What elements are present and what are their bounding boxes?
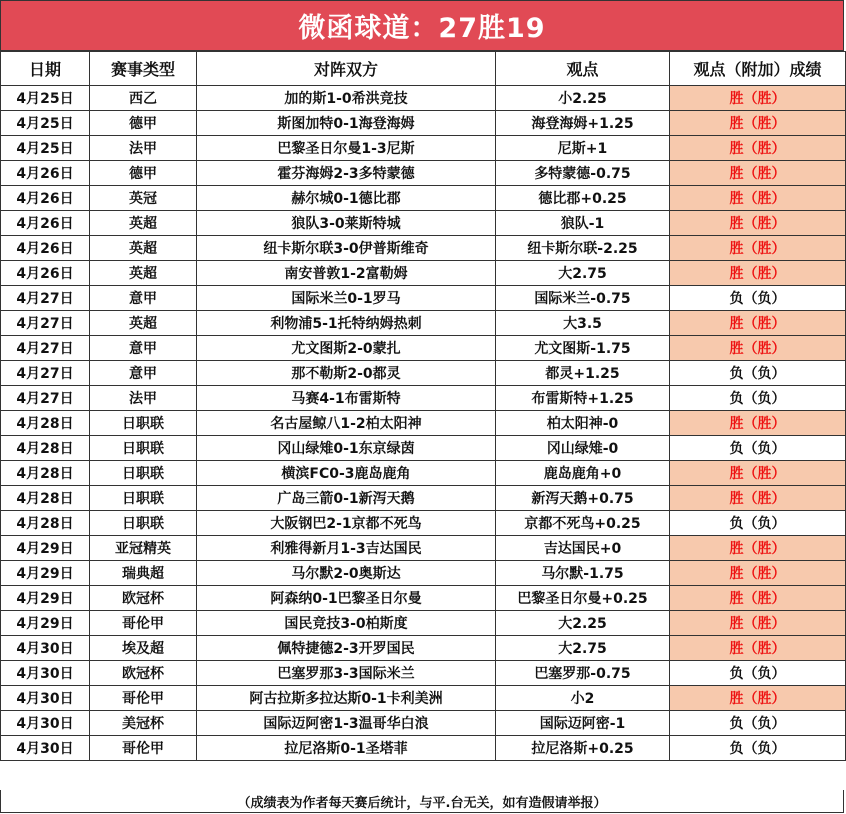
cell-result: 胜（胜）	[670, 261, 846, 286]
cell-league: 日职联	[90, 461, 197, 486]
cell-league: 日职联	[90, 436, 197, 461]
header-pick: 观点	[496, 52, 670, 86]
table-row	[1, 486, 846, 511]
cell-match: 国民竞技3-0柏斯度	[197, 611, 496, 636]
cell-league: 意甲	[90, 361, 197, 386]
cell-date: 4月28日	[1, 511, 90, 536]
cell-pick: 大3.5	[496, 311, 670, 336]
cell-result: 胜（胜）	[670, 636, 846, 661]
cell-result: 胜（胜）	[670, 111, 846, 136]
cell-match: 佩特捷德2-3开罗国民	[197, 636, 496, 661]
cell-match: 巴塞罗那3-3国际米兰	[197, 661, 496, 686]
cell-result: 胜（胜）	[670, 586, 846, 611]
cell-date: 4月27日	[1, 361, 90, 386]
table-row	[1, 586, 846, 611]
cell-result: 胜（胜）	[670, 486, 846, 511]
cell-match: 名古屋鲸八1-2柏太阳神	[197, 411, 496, 436]
header-result: 观点（附加）成绩	[670, 52, 846, 86]
footer-note: （成绩表为作者每天赛后统计，与平.台无关，如有造假请举报）	[0, 790, 844, 813]
cell-pick: 京都不死鸟+0.25	[496, 511, 670, 536]
cell-match: 马赛4-1布雷斯特	[197, 386, 496, 411]
cell-date: 4月29日	[1, 536, 90, 561]
cell-pick: 小2.25	[496, 86, 670, 111]
cell-pick: 拉尼洛斯+0.25	[496, 736, 670, 761]
cell-match: 巴黎圣日尔曼1-3尼斯	[197, 136, 496, 161]
header-match: 对阵双方	[197, 52, 496, 86]
cell-result: 胜（胜）	[670, 686, 846, 711]
cell-match: 拉尼洛斯0-1圣塔菲	[197, 736, 496, 761]
cell-result: 胜（胜）	[670, 336, 846, 361]
cell-result: 胜（胜）	[670, 561, 846, 586]
cell-date: 4月30日	[1, 711, 90, 736]
cell-pick: 马尔默-1.75	[496, 561, 670, 586]
cell-league: 英超	[90, 261, 197, 286]
cell-league: 英冠	[90, 186, 197, 211]
cell-date: 4月26日	[1, 186, 90, 211]
header-row	[1, 52, 846, 86]
cell-pick: 国际米兰-0.75	[496, 286, 670, 311]
table-row	[1, 461, 846, 486]
cell-pick: 大2.75	[496, 261, 670, 286]
cell-match: 那不勒斯2-0都灵	[197, 361, 496, 386]
cell-league: 法甲	[90, 386, 197, 411]
cell-league: 法甲	[90, 136, 197, 161]
table-row	[1, 536, 846, 561]
cell-pick: 布雷斯特+1.25	[496, 386, 670, 411]
cell-pick: 柏太阳神-0	[496, 411, 670, 436]
cell-league: 意甲	[90, 336, 197, 361]
table-row	[1, 286, 846, 311]
table-row	[1, 336, 846, 361]
table-row	[1, 636, 846, 661]
table-row	[1, 411, 846, 436]
cell-match: 阿森纳0-1巴黎圣日尔曼	[197, 586, 496, 611]
table-row	[1, 561, 846, 586]
cell-league: 美冠杯	[90, 711, 197, 736]
cell-pick: 新泻天鹅+0.75	[496, 486, 670, 511]
cell-match: 广岛三箭0-1新泻天鹅	[197, 486, 496, 511]
cell-match: 霍芬海姆2-3多特蒙德	[197, 161, 496, 186]
table-row	[1, 361, 846, 386]
cell-league: 亚冠精英	[90, 536, 197, 561]
results-table	[0, 51, 846, 761]
cell-pick: 尼斯+1	[496, 136, 670, 161]
cell-result: 负（负）	[670, 286, 846, 311]
cell-league: 瑞典超	[90, 561, 197, 586]
table-row	[1, 436, 846, 461]
cell-pick: 多特蒙德-0.75	[496, 161, 670, 186]
cell-pick: 鹿岛鹿角+0	[496, 461, 670, 486]
cell-result: 胜（胜）	[670, 136, 846, 161]
cell-pick: 巴黎圣日尔曼+0.25	[496, 586, 670, 611]
cell-result: 胜（胜）	[670, 536, 846, 561]
cell-league: 欧冠杯	[90, 661, 197, 686]
cell-date: 4月25日	[1, 86, 90, 111]
cell-match: 斯图加特0-1海登海姆	[197, 111, 496, 136]
cell-league: 英超	[90, 236, 197, 261]
cell-date: 4月28日	[1, 411, 90, 436]
cell-date: 4月26日	[1, 236, 90, 261]
cell-result: 负（负）	[670, 361, 846, 386]
cell-pick: 都灵+1.25	[496, 361, 670, 386]
cell-result: 负（负）	[670, 661, 846, 686]
cell-match: 加的斯1-0希洪竞技	[197, 86, 496, 111]
cell-league: 哥伦甲	[90, 736, 197, 761]
cell-date: 4月30日	[1, 661, 90, 686]
cell-match: 马尔默2-0奥斯达	[197, 561, 496, 586]
cell-result: 胜（胜）	[670, 611, 846, 636]
cell-date: 4月28日	[1, 436, 90, 461]
cell-match: 南安普敦1-2富勒姆	[197, 261, 496, 286]
cell-date: 4月27日	[1, 286, 90, 311]
table-row	[1, 611, 846, 636]
cell-match: 横滨FC0-3鹿岛鹿角	[197, 461, 496, 486]
table-row	[1, 186, 846, 211]
cell-league: 欧冠杯	[90, 586, 197, 611]
table-row	[1, 136, 846, 161]
cell-league: 哥伦甲	[90, 686, 197, 711]
cell-pick: 吉达国民+0	[496, 536, 670, 561]
cell-pick: 尤文图斯-1.75	[496, 336, 670, 361]
table-row	[1, 711, 846, 736]
cell-match: 大阪钢巴2-1京都不死鸟	[197, 511, 496, 536]
cell-result: 胜（胜）	[670, 236, 846, 261]
table-row	[1, 211, 846, 236]
table-row	[1, 511, 846, 536]
header-date: 日期	[1, 52, 90, 86]
cell-match: 赫尔城0-1德比郡	[197, 186, 496, 211]
table-body	[1, 86, 846, 761]
sheet-title: 微函球道：27胜19	[0, 0, 844, 51]
table-row	[1, 386, 846, 411]
cell-match: 纽卡斯尔联3-0伊普斯维奇	[197, 236, 496, 261]
cell-pick: 狼队-1	[496, 211, 670, 236]
cell-match: 尤文图斯2-0蒙扎	[197, 336, 496, 361]
cell-result: 胜（胜）	[670, 86, 846, 111]
cell-result: 胜（胜）	[670, 161, 846, 186]
cell-league: 意甲	[90, 286, 197, 311]
cell-match: 冈山绿雉0-1东京绿茵	[197, 436, 496, 461]
cell-date: 4月28日	[1, 461, 90, 486]
cell-date: 4月27日	[1, 311, 90, 336]
cell-match: 阿古拉斯多拉达斯0-1卡利美洲	[197, 686, 496, 711]
cell-date: 4月26日	[1, 211, 90, 236]
table-row	[1, 661, 846, 686]
table-row	[1, 86, 846, 111]
table-row	[1, 161, 846, 186]
cell-league: 日职联	[90, 511, 197, 536]
cell-league: 日职联	[90, 486, 197, 511]
cell-match: 国际米兰0-1罗马	[197, 286, 496, 311]
cell-result: 负（负）	[670, 736, 846, 761]
table-row	[1, 111, 846, 136]
cell-date: 4月30日	[1, 636, 90, 661]
cell-match: 国际迈阿密1-3温哥华白浪	[197, 711, 496, 736]
cell-pick: 巴塞罗那-0.75	[496, 661, 670, 686]
cell-date: 4月29日	[1, 586, 90, 611]
cell-result: 胜（胜）	[670, 186, 846, 211]
cell-league: 英超	[90, 211, 197, 236]
cell-match: 狼队3-0莱斯特城	[197, 211, 496, 236]
cell-pick: 冈山绿雉-0	[496, 436, 670, 461]
cell-league: 德甲	[90, 111, 197, 136]
table-row	[1, 236, 846, 261]
cell-date: 4月30日	[1, 736, 90, 761]
cell-league: 英超	[90, 311, 197, 336]
header-league: 赛事类型	[90, 52, 197, 86]
cell-pick: 大2.75	[496, 636, 670, 661]
cell-result: 负（负）	[670, 511, 846, 536]
cell-date: 4月30日	[1, 686, 90, 711]
cell-pick: 大2.25	[496, 611, 670, 636]
cell-match: 利物浦5-1托特纳姆热刺	[197, 311, 496, 336]
cell-league: 德甲	[90, 161, 197, 186]
cell-league: 埃及超	[90, 636, 197, 661]
cell-result: 胜（胜）	[670, 211, 846, 236]
cell-date: 4月29日	[1, 561, 90, 586]
cell-pick: 海登海姆+1.25	[496, 111, 670, 136]
cell-match: 利雅得新月1-3吉达国民	[197, 536, 496, 561]
cell-result: 胜（胜）	[670, 311, 846, 336]
cell-date: 4月27日	[1, 336, 90, 361]
cell-league: 西乙	[90, 86, 197, 111]
cell-pick: 小2	[496, 686, 670, 711]
cell-result: 负（负）	[670, 711, 846, 736]
cell-league: 日职联	[90, 411, 197, 436]
table-row	[1, 686, 846, 711]
cell-pick: 纽卡斯尔联-2.25	[496, 236, 670, 261]
cell-league: 哥伦甲	[90, 611, 197, 636]
table-row	[1, 261, 846, 286]
cell-result: 负（负）	[670, 386, 846, 411]
cell-date: 4月25日	[1, 111, 90, 136]
cell-date: 4月28日	[1, 486, 90, 511]
cell-date: 4月29日	[1, 611, 90, 636]
table-row	[1, 311, 846, 336]
table-row	[1, 736, 846, 761]
cell-date: 4月27日	[1, 386, 90, 411]
cell-date: 4月26日	[1, 161, 90, 186]
cell-result: 胜（胜）	[670, 411, 846, 436]
cell-date: 4月25日	[1, 136, 90, 161]
cell-date: 4月26日	[1, 261, 90, 286]
cell-result: 胜（胜）	[670, 461, 846, 486]
cell-pick: 德比郡+0.25	[496, 186, 670, 211]
cell-pick: 国际迈阿密-1	[496, 711, 670, 736]
cell-result: 负（负）	[670, 436, 846, 461]
